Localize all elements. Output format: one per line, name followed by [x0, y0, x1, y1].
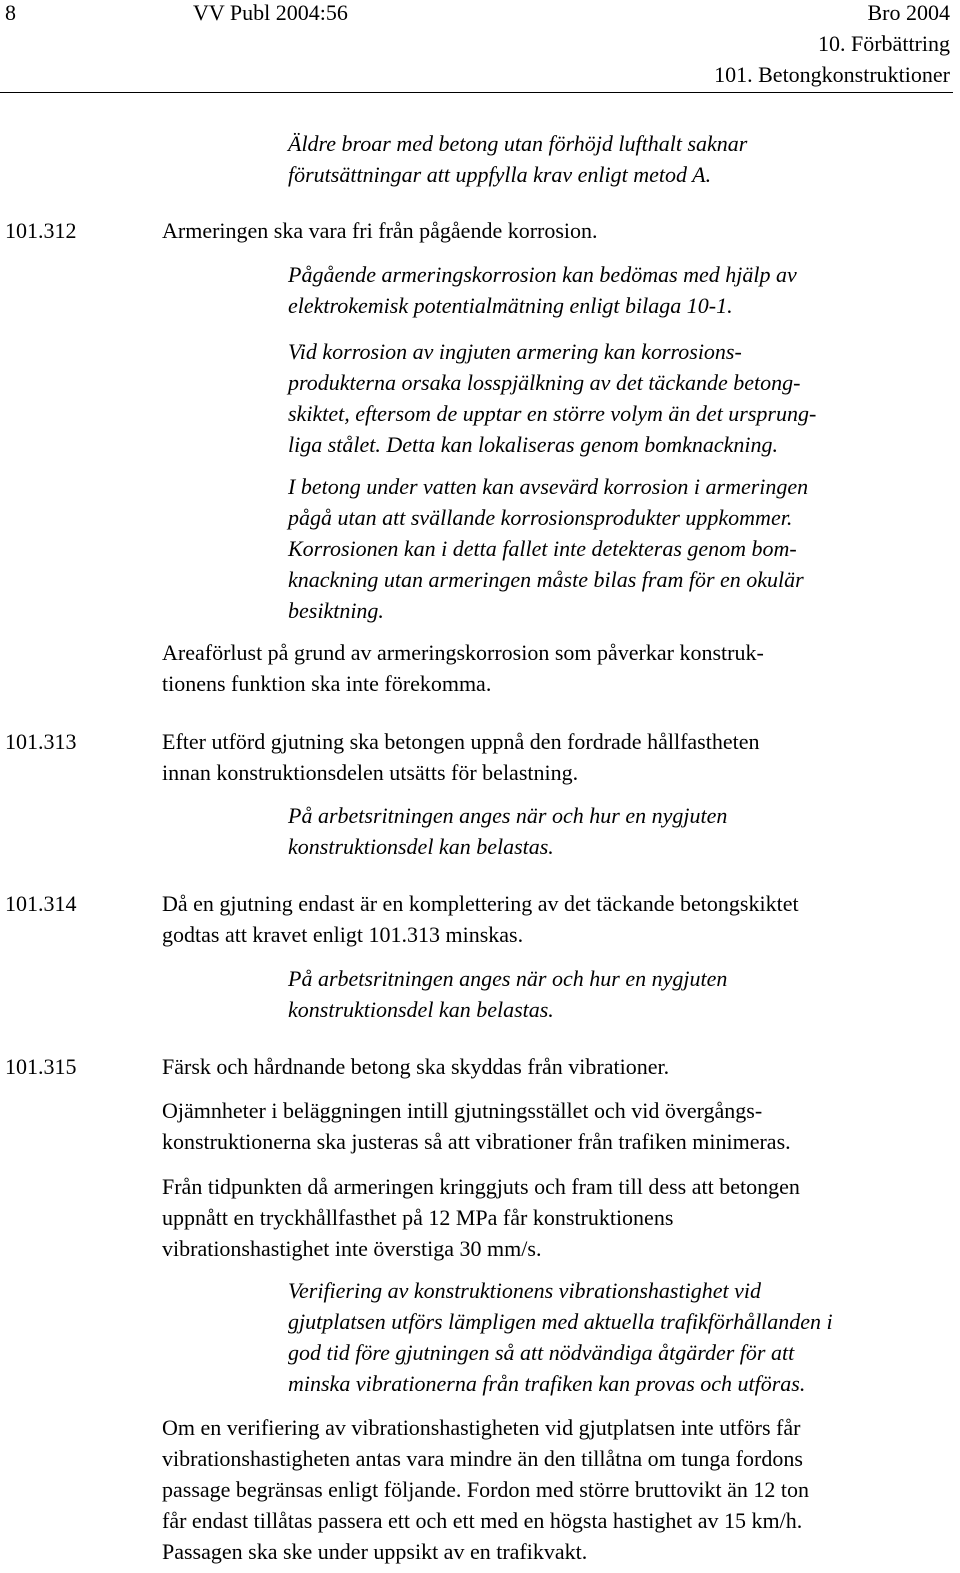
requirement-line: godtas att kravet enligt 101.313 minskas.	[162, 922, 524, 947]
commentary-line: konstruktionsdel kan belastas.	[288, 834, 554, 859]
requirement-number: 101.312	[5, 218, 77, 243]
commentary-line: elektrokemisk potentialmätning enligt bilaga 10-1.	[288, 293, 733, 318]
body-line: Ojämnheter i beläggningen intill gjutningsstället och vid övergångs-	[162, 1098, 763, 1123]
body-line: Passagen ska ske under uppsikt av en trafikvakt.	[162, 1539, 588, 1564]
page-number: 8	[5, 0, 16, 25]
commentary-line: knackning utan armeringen måste bilas fram för en okulär	[288, 567, 804, 592]
requirement-number: 101.314	[5, 891, 77, 916]
commentary-line: I betong under vatten kan avsevärd korrosion i armeringen	[288, 474, 809, 499]
commentary-line: Verifiering av konstruktionens vibrationshastighet vid	[288, 1278, 761, 1303]
body-line: får endast tillåtas passera ett och ett med en högsta hastighet av 15 km/h.	[162, 1508, 803, 1533]
body-line: tionens funktion ska inte förekomma.	[162, 671, 492, 696]
body-line: Från tidpunkten då armeringen kringgjuts och fram till dess att betongen	[162, 1174, 800, 1199]
requirement-line: Då en gjutning endast är en komplettering av det täckande betongskiktet	[162, 891, 799, 916]
commentary-line: På arbetsritningen anges när och hur en nygjuten	[288, 803, 728, 828]
body-line: uppnått en tryckhållfasthet på 12 MPa får konstruktionens	[162, 1205, 674, 1230]
commentary-line: pågå utan att svällande korrosionsprodukter uppkommer.	[288, 505, 793, 530]
section-title: 101. Betongkonstruktioner	[714, 62, 950, 87]
document-title: Bro 2004	[867, 0, 950, 25]
body-line: Areaförlust på grund av armeringskorrosion som påverkar konstruk-	[162, 640, 764, 665]
commentary-line: minska vibrationerna från trafiken kan provas och utföras.	[288, 1371, 806, 1396]
commentary-line: god tid före gjutningen så att nödvändiga åtgärder för att	[288, 1340, 795, 1365]
body-line: Om en verifiering av vibrationshastigheten vid gjutplatsen inte utförs får	[162, 1415, 801, 1440]
commentary-line: Vid korrosion av ingjuten armering kan korrosions-	[288, 339, 742, 364]
commentary-line: Äldre broar med betong utan förhöjd lufthalt saknar	[288, 131, 748, 156]
commentary-line: liga stålet. Detta kan lokaliseras genom bomknackning.	[288, 432, 779, 457]
commentary-line: skiktet, eftersom de upptar en större volym än det ursprung-	[288, 401, 817, 426]
body-line: vibrationshastighet inte överstiga 30 mm/s.	[162, 1236, 542, 1261]
commentary-line: besiktning.	[288, 598, 384, 623]
commentary-line: förutsättningar att uppfylla krav enligt metod A.	[288, 162, 712, 187]
requirement-line: Efter utförd gjutning ska betongen uppnå den fordrade hållfastheten	[162, 729, 760, 754]
requirement-line: Färsk och hårdnande betong ska skyddas från vibrationer.	[162, 1054, 670, 1079]
commentary-line: På arbetsritningen anges när och hur en nygjuten	[288, 966, 728, 991]
body-line: konstruktionerna ska justeras så att vibrationer från trafiken minimeras.	[162, 1129, 791, 1154]
page-header	[0, 0, 953, 93]
requirement-line: innan konstruktionsdelen utsätts för belastning.	[162, 760, 579, 785]
body-line: vibrationshastigheten antas vara mindre än den tillåtna om tunga fordons	[162, 1446, 803, 1471]
commentary-line: konstruktionsdel kan belastas.	[288, 997, 554, 1022]
requirement-line: Armeringen ska vara fri från pågående korrosion.	[162, 218, 598, 243]
commentary-line: Pågående armeringskorrosion kan bedömas med hjälp av	[288, 262, 797, 287]
commentary-line: gjutplatsen utförs lämpligen med aktuella trafikförhållanden i	[288, 1309, 833, 1334]
chapter-title: 10. Förbättring	[818, 31, 950, 56]
publication-id: VV Publ 2004:56	[193, 0, 348, 25]
commentary-line: Korrosionen kan i detta fallet inte detekteras genom bom-	[288, 536, 797, 561]
body-line: passage begränsas enligt följande. Fordon med större bruttovikt än 12 ton	[162, 1477, 810, 1502]
header-right	[714, 0, 950, 90]
requirement-number: 101.313	[5, 729, 77, 754]
requirement-number: 101.315	[5, 1054, 77, 1079]
commentary-line: produkterna orsaka losspjälkning av det täckande betong-	[288, 370, 801, 395]
